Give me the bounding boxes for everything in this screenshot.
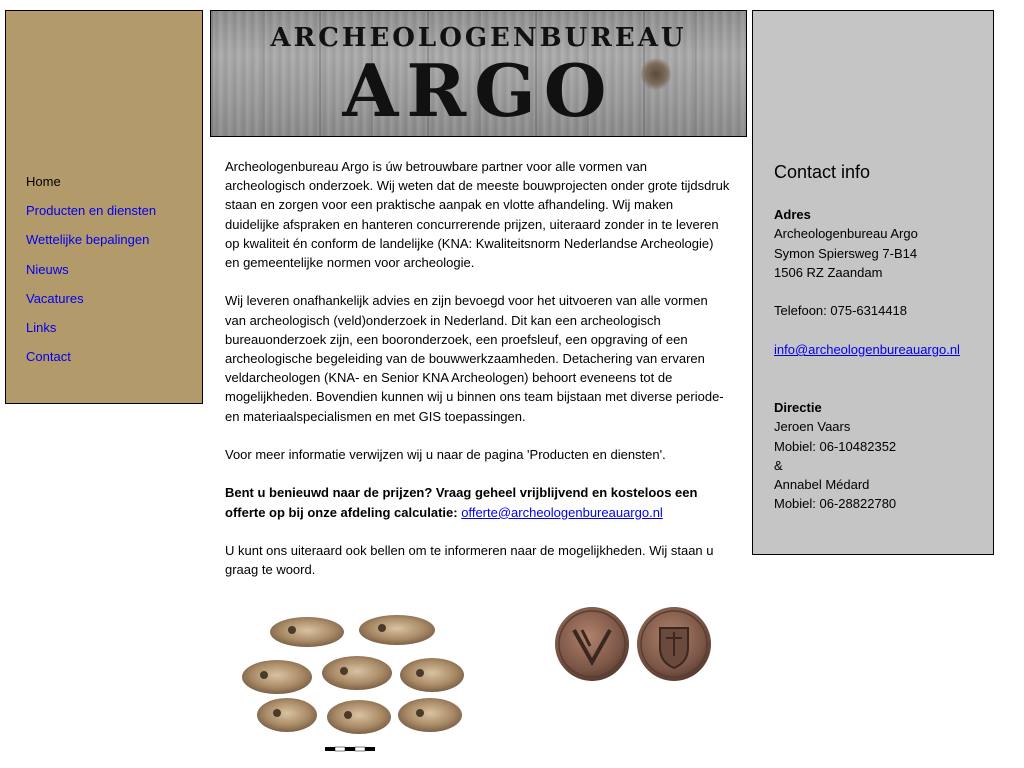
main-content — [225, 157, 730, 599]
skulls-photo — [232, 605, 472, 755]
offerte-email-link[interactable]: offerte@archeologenbureauargo.nl — [461, 504, 663, 520]
nav-item-vacatures[interactable]: Vacatures — [26, 290, 84, 306]
nav-list — [26, 167, 156, 371]
telefoon: Telefoon: 075-6314418 — [774, 303, 908, 319]
coins-photo — [552, 604, 714, 684]
nav-item-contact[interactable]: Contact — [26, 349, 71, 365]
sidebar-nav — [5, 10, 203, 404]
banner-logo-text: ARGO — [342, 48, 615, 133]
contact-panel — [752, 10, 994, 555]
pricing-text: Bent u benieuwd naar de prijzen? Vraag geheel vrijblijvend en kosteloos een offerte op bij onze afdeling calculatie: — [225, 485, 698, 520]
contact-title: Contact info — [774, 162, 871, 182]
header-banner — [210, 10, 747, 137]
more-info-paragraph: Voor meer informatie verwijzen wij u naar de pagina 'Producten en diensten'. — [225, 447, 666, 463]
intro-paragraph: Archeologenbureau Argo is úw betrouwbare partner voor alle vormen van archeologisch onderzoek. Wij weten dat de meeste bouwprojecten onder grote tijdsdruk staan en zorgen voor een praktische aanpak en vlotte afhandeling. Wij maken duidelijke afspraken en hanteren concurrerende prijzen, uiteraard zonder in te leveren op kwaliteit én conform de landelijke (KNA: Kwaliteitsnorm Nederlandse Archeologie) en gemeentelijke normen voor archeologie. — [225, 159, 730, 271]
contact-info — [774, 161, 989, 514]
call-paragraph: U kunt ons uiteraard ook bellen om te informeren naar de mogelijkheden. Wij staan u graag te woord. — [225, 543, 714, 578]
nav-item-producten[interactable]: Producten en diensten — [26, 203, 157, 219]
adres-line: Symon Spiersweg 7-B14 — [774, 245, 918, 261]
director-phone: Mobiel: 06-10482352 — [774, 438, 897, 454]
adres-label: Adres — [774, 207, 811, 222]
nav-item-wettelijke[interactable]: Wettelijke bepalingen — [26, 232, 150, 248]
voc-coin-icon — [555, 607, 629, 681]
adres-line: Archeologenbureau Argo — [774, 226, 918, 242]
nav-item-nieuws[interactable]: Nieuws — [26, 261, 69, 277]
info-email-link[interactable]: info@archeologenbureauargo.nl — [774, 342, 960, 358]
director-name: Annabel Médard — [774, 477, 870, 493]
nav-item-links[interactable]: Links — [26, 319, 57, 335]
ampersand: & — [774, 457, 783, 473]
banner-subtitle: ARCHEOLOGENBUREAU — [270, 23, 687, 53]
adres-line: 1506 RZ Zaandam — [774, 264, 883, 280]
director-phone: Mobiel: 06-28822780 — [774, 496, 897, 512]
nav-item-home[interactable]: Home — [26, 174, 61, 189]
director-name: Jeroen Vaars — [774, 419, 851, 435]
coat-of-arms-coin-icon — [637, 607, 711, 681]
pricing-paragraph — [225, 483, 730, 521]
services-paragraph: Wij leveren onafhankelijk advies en zijn bevoegd voor het uitvoeren van alle vormen van archeologisch (veld)onderzoek in Nederland. Dit kan een archeologisch bureauonderzoek zijn, een booronderzoek, een proefsleuf, een opgraving of een archeologische begeleiding van de bouwwerkzaamheden. Detachering van ervaren veldarcheologen (KNA- en Senior KNA Archeologen) behoort eveneens tot de mogelijkheden. Bovendien kunnen wij u binnen ons team bijstaan met diverse periode- en materiaalspecialismen en met GIS toepassingen. — [225, 293, 724, 424]
directie-label: Directie — [774, 399, 822, 415]
scale-bar-icon — [325, 747, 375, 751]
skull-icon — [242, 615, 464, 734]
